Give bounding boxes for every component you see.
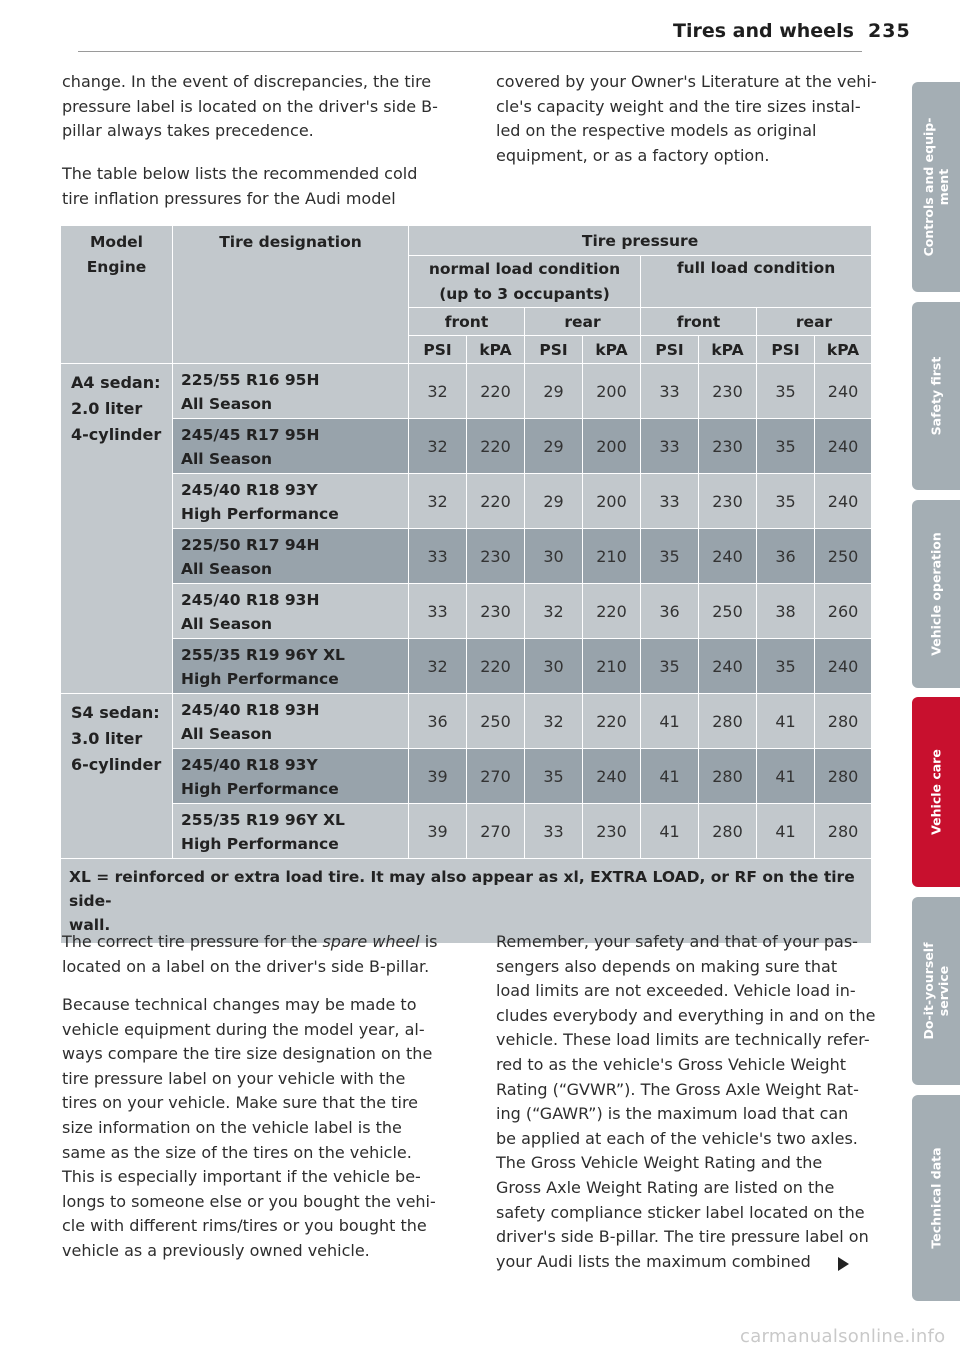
value-cell: 41 [757, 804, 815, 859]
value-cell: 220 [583, 694, 641, 749]
value-cell: 33 [641, 419, 699, 474]
unit-psi: PSI [757, 336, 815, 364]
unit-kpa: kPA [467, 336, 525, 364]
model-a4-sedan: A4 sedan: 2.0 liter 4-cylinder [61, 364, 173, 694]
value-cell: 33 [641, 474, 699, 529]
value-cell: 35 [641, 529, 699, 584]
value-cell: 240 [583, 749, 641, 804]
value-cell: 280 [815, 804, 872, 859]
value-cell: 230 [699, 364, 757, 419]
table-row [61, 804, 872, 859]
header-front: front [641, 308, 757, 336]
tire-designation: 245/40 R18 93H All Season [173, 584, 409, 639]
header-divider [78, 51, 862, 52]
unit-kpa: kPA [583, 336, 641, 364]
value-cell: 29 [525, 364, 583, 419]
value-cell: 230 [583, 804, 641, 859]
value-cell: 230 [467, 584, 525, 639]
value-cell: 36 [409, 694, 467, 749]
technical-changes-paragraph: Because technical changes may be made to vehicle equipment during the model year, al- ways compare the tire size designation on the tire pressure label on your vehicle with the tires on your vehicle. Make sure that the tire size information on the vehicle label is the same as the size of the tires on the vehicle. This is especially important if the vehicle be- longs to someone else or you bought the vehi- cle with different rims/tires or you bought the vehicle as a previously owned vehicle. [62, 995, 436, 1260]
value-cell: 33 [409, 584, 467, 639]
value-cell: 30 [525, 639, 583, 694]
table-row [61, 639, 872, 694]
value-cell: 200 [583, 419, 641, 474]
value-cell: 29 [525, 474, 583, 529]
value-cell: 32 [409, 419, 467, 474]
model-s4-sedan: S4 sedan: 3.0 liter 6-cylinder [61, 694, 173, 859]
unit-psi: PSI [409, 336, 467, 364]
value-cell: 200 [583, 474, 641, 529]
value-cell: 270 [467, 749, 525, 804]
table-row [61, 584, 872, 639]
unit-kpa: kPA [699, 336, 757, 364]
header-front: front [409, 308, 525, 336]
value-cell: 200 [583, 364, 641, 419]
value-cell: 33 [525, 804, 583, 859]
value-cell: 38 [757, 584, 815, 639]
value-cell: 32 [409, 364, 467, 419]
value-cell: 32 [525, 694, 583, 749]
unit-psi: PSI [525, 336, 583, 364]
value-cell: 240 [815, 364, 872, 419]
value-cell: 39 [409, 749, 467, 804]
load-limits-paragraph: Remember, your safety and that of your pas- sengers also depends on making sure that load limits are not exceeded. Vehicle load in- cludes everybody and everything in and on the vehicle. These load limits are technically refer- red to as the vehicle's Gross Vehicle Weight Rating (“GVWR”). The Gross Axle Weight Rat- ing (“GAWR”) is the maximum load that can be applied at each of the vehicle's two axles. The Gross Vehicle Weight Rating and the Gross Axle Weight Rating are listed on the safety compliance sticker label located on the driver's side B-pillar. The tire pressure label on your Audi lists the maximum combined [496, 932, 876, 1271]
header-full-load: full load condition [641, 256, 872, 308]
value-cell: 33 [641, 364, 699, 419]
value-cell: 41 [757, 749, 815, 804]
value-cell: 270 [467, 804, 525, 859]
value-cell: 220 [467, 639, 525, 694]
continue-arrow-icon [838, 1257, 849, 1271]
value-cell: 280 [699, 694, 757, 749]
value-cell: 260 [815, 584, 872, 639]
tire-designation: 225/55 R16 95H All Season [173, 364, 409, 419]
value-cell: 240 [815, 639, 872, 694]
tire-designation: 255/35 R19 96Y XL High Performance [173, 639, 409, 694]
value-cell: 280 [815, 694, 872, 749]
value-cell: 230 [699, 419, 757, 474]
value-cell: 32 [409, 639, 467, 694]
table-row [61, 364, 872, 419]
tire-designation: 245/45 R17 95H All Season [173, 419, 409, 474]
header-model-engine: Model Engine [61, 226, 173, 364]
value-cell: 41 [641, 749, 699, 804]
table-row [61, 474, 872, 529]
value-cell: 280 [815, 749, 872, 804]
value-cell: 35 [525, 749, 583, 804]
intro-paragraph-3: covered by your Owner's Literature at the vehi- cle's capacity weight and the tire sizes instal- led on the respective models as original equipment, or as a factory option. [496, 72, 877, 165]
header-tire-designation: Tire designation [173, 226, 409, 364]
tab-technical-data[interactable]: Technical data [912, 1095, 960, 1301]
value-cell: 280 [699, 804, 757, 859]
value-cell: 41 [757, 694, 815, 749]
table-row [61, 749, 872, 804]
intro-paragraph-1: change. In the event of discrepancies, the tire pressure label is located on the driver's side B- pillar always takes precedence. [62, 72, 438, 141]
value-cell: 41 [641, 694, 699, 749]
header-normal-load: normal load condition (up to 3 occupants) [409, 256, 641, 308]
header-rear: rear [525, 308, 641, 336]
value-cell: 36 [757, 529, 815, 584]
table-row [61, 529, 872, 584]
page-number: 235 [868, 20, 911, 42]
tire-designation: 225/50 R17 94H All Season [173, 529, 409, 584]
value-cell: 35 [757, 364, 815, 419]
value-cell: 32 [409, 474, 467, 529]
value-cell: 35 [641, 639, 699, 694]
value-cell: 250 [815, 529, 872, 584]
value-cell: 210 [583, 639, 641, 694]
tab-safety-first[interactable]: Safety first [912, 302, 960, 490]
value-cell: 35 [757, 474, 815, 529]
tire-designation: 245/40 R18 93Y High Performance [173, 749, 409, 804]
value-cell: 220 [583, 584, 641, 639]
tab-controls-and-equipment[interactable]: Controls and equip- ment [912, 82, 960, 292]
table-row [61, 694, 872, 749]
value-cell: 30 [525, 529, 583, 584]
value-cell: 32 [525, 584, 583, 639]
value-cell: 220 [467, 419, 525, 474]
value-cell: 36 [641, 584, 699, 639]
value-cell: 41 [641, 804, 699, 859]
value-cell: 240 [815, 419, 872, 474]
table-row [61, 419, 872, 474]
spare-wheel-paragraph: The correct tire pressure for the spare wheel is located on a label on the driver's side B-pillar. [62, 932, 438, 976]
value-cell: 230 [699, 474, 757, 529]
unit-kpa: kPA [815, 336, 872, 364]
value-cell: 230 [467, 529, 525, 584]
tab-do-it-yourself-service[interactable]: Do-it-yourself service [912, 897, 960, 1085]
value-cell: 210 [583, 529, 641, 584]
value-cell: 33 [409, 529, 467, 584]
value-cell: 250 [699, 584, 757, 639]
watermark: carmanualsonline.info [740, 1326, 946, 1347]
value-cell: 250 [467, 694, 525, 749]
unit-psi: PSI [641, 336, 699, 364]
value-cell: 220 [467, 474, 525, 529]
header-rear: rear [757, 308, 872, 336]
value-cell: 240 [815, 474, 872, 529]
tire-designation: 255/35 R19 96Y XL High Performance [173, 804, 409, 859]
value-cell: 280 [699, 749, 757, 804]
section-title: Tires and wheels [673, 20, 854, 42]
intro-paragraph-2: The table below lists the recommended cold tire inflation pressures for the Audi model [62, 164, 418, 208]
tab-vehicle-operation[interactable]: Vehicle operation [912, 500, 960, 688]
tire-pressure-table [60, 225, 872, 944]
value-cell: 240 [699, 529, 757, 584]
value-cell: 35 [757, 639, 815, 694]
value-cell: 35 [757, 419, 815, 474]
value-cell: 220 [467, 364, 525, 419]
header-tire-pressure: Tire pressure [409, 226, 872, 256]
value-cell: 240 [699, 639, 757, 694]
table-footnote: XL = reinforced or extra load tire. It may also appear as xl, EXTRA LOAD, or RF on the tire side- wall. [61, 859, 872, 944]
tab-vehicle-care[interactable]: Vehicle care [912, 697, 960, 887]
tire-designation: 245/40 R18 93H All Season [173, 694, 409, 749]
tire-designation: 245/40 R18 93Y High Performance [173, 474, 409, 529]
value-cell: 29 [525, 419, 583, 474]
value-cell: 39 [409, 804, 467, 859]
